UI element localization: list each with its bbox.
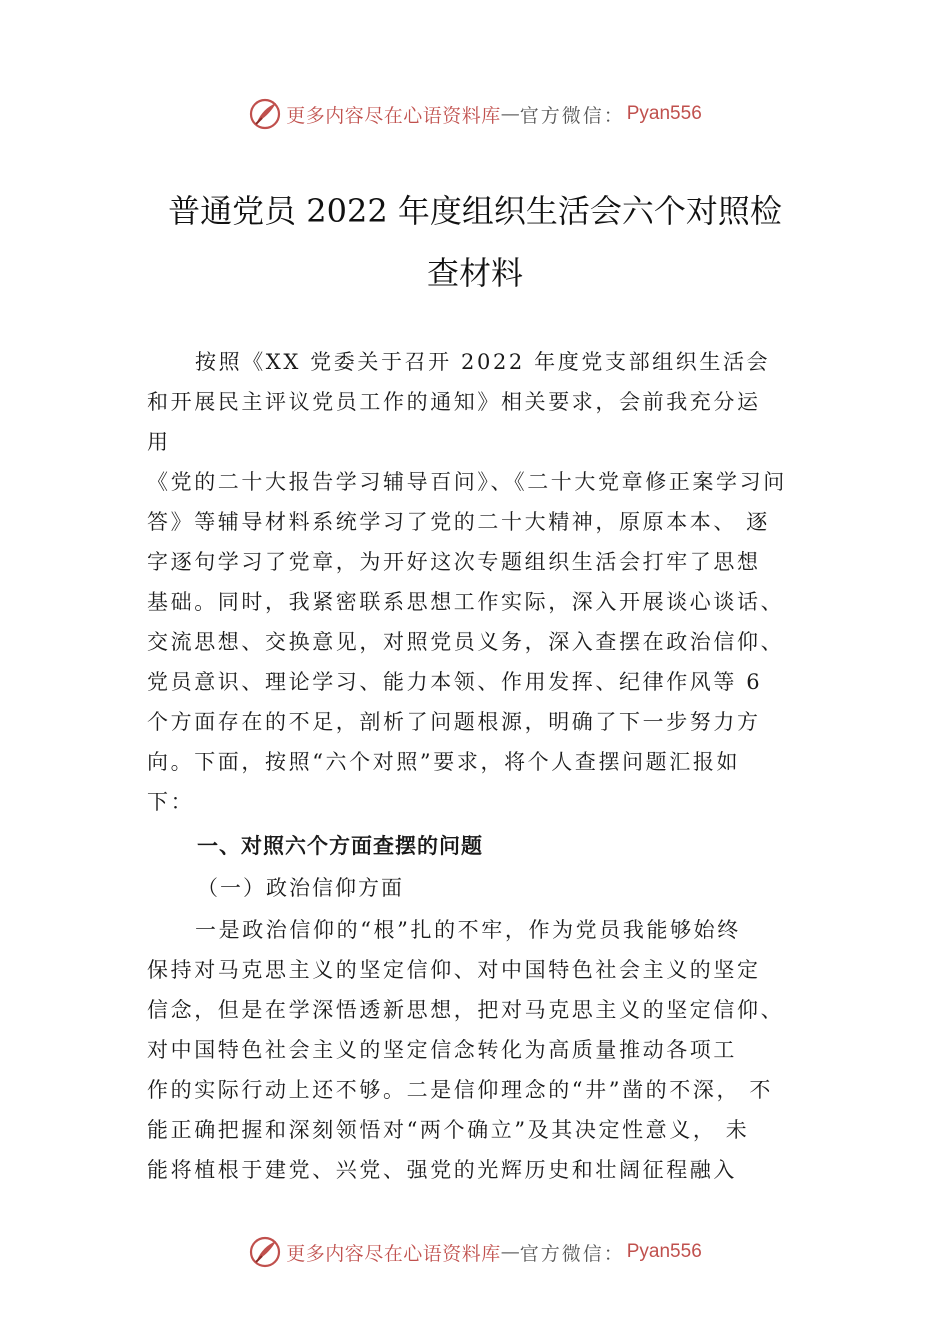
watermark-banner-top xyxy=(0,94,950,134)
title-line-2: 查材料 xyxy=(426,254,523,292)
watermark-dash: — xyxy=(500,103,520,125)
watermark-lead-text: 更多内容尽在心语资料库 xyxy=(286,104,501,127)
body-line: 交流思想、交换意见，对照党员义务，深入查摆在政治信仰、 xyxy=(147,630,785,654)
document-body xyxy=(147,342,819,1190)
quill-logo-icon xyxy=(248,97,282,131)
body-line: 和开展民主评议党员工作的通知》相关要求，会前我充分运 xyxy=(147,390,761,414)
body-line: 信念，但是在学深悟透新思想，把对马克思主义的坚定信仰、 xyxy=(147,998,785,1022)
body-line: 用 xyxy=(147,430,171,454)
body-line: 一是政治信仰的“根”扎的不牢，作为党员我能够始终 xyxy=(195,918,741,942)
body-line: 能将植根于建党、兴党、强党的光辉历史和壮阔征程融入 xyxy=(147,1158,737,1182)
watermark-wechat-id: Pyan556 xyxy=(626,1241,702,1262)
body-line: 基础。同时，我紧密联系思想工作实际，深入开展谈心谈话、 xyxy=(147,590,785,614)
watermark-wechat-id: Pyan556 xyxy=(626,103,702,124)
body-line: 字逐句学习了党章，为开好这次专题组织生活会打牢了思想 xyxy=(147,550,761,574)
body-line: 下： xyxy=(147,790,195,814)
body-line: 向。下面，按照“六个对照”要求，将个人查摆问题汇报如 xyxy=(147,750,741,774)
body-line: 党员意识、理论学习、能力本领、作用发挥、纪律作风等 6 xyxy=(147,670,763,694)
quill-logo-icon xyxy=(248,1235,282,1269)
watermark-dash: — xyxy=(500,1241,520,1263)
watermark-wechat-label: 官方微信： xyxy=(519,1242,625,1265)
body-line: 个方面存在的不足，剖析了问题根源，明确了下一步努力方 xyxy=(147,710,761,734)
watermark-lead-text: 更多内容尽在心语资料库 xyxy=(286,1242,501,1265)
body-line: 能正确把握和深刻领悟对“两个确立”及其决定性意义， 未 xyxy=(147,1118,750,1142)
watermark-banner-bottom xyxy=(0,1232,950,1272)
watermark-wechat-label: 官方微信： xyxy=(519,104,625,127)
body-line: 按照《XX 党委关于召开 2022 年度党支部组织生活会 xyxy=(195,350,771,374)
document-title xyxy=(100,180,850,304)
title-line-1: 普通党员 2022 年度组织生活会六个对照检 xyxy=(168,192,782,230)
body-line: 《党的二十大报告学习辅导百问》、《二十大党章修正案学习问 xyxy=(147,470,787,494)
body-line: 对中国特色社会主义的坚定信念转化为高质量推动各项工 xyxy=(147,1038,737,1062)
body-line: 作的实际行动上还不够。二是信仰理念的“井”凿的不深， 不 xyxy=(147,1078,773,1102)
section-heading-1: 一、对照六个方面查摆的问题 xyxy=(197,834,483,858)
section-heading-2: （一）政治信仰方面 xyxy=(197,876,404,900)
body-line: 答》等辅导材料系统学习了党的二十大精神，原原本本、 逐 xyxy=(147,510,770,534)
body-line: 保持对马克思主义的坚定信仰、对中国特色社会主义的坚定 xyxy=(147,958,761,982)
